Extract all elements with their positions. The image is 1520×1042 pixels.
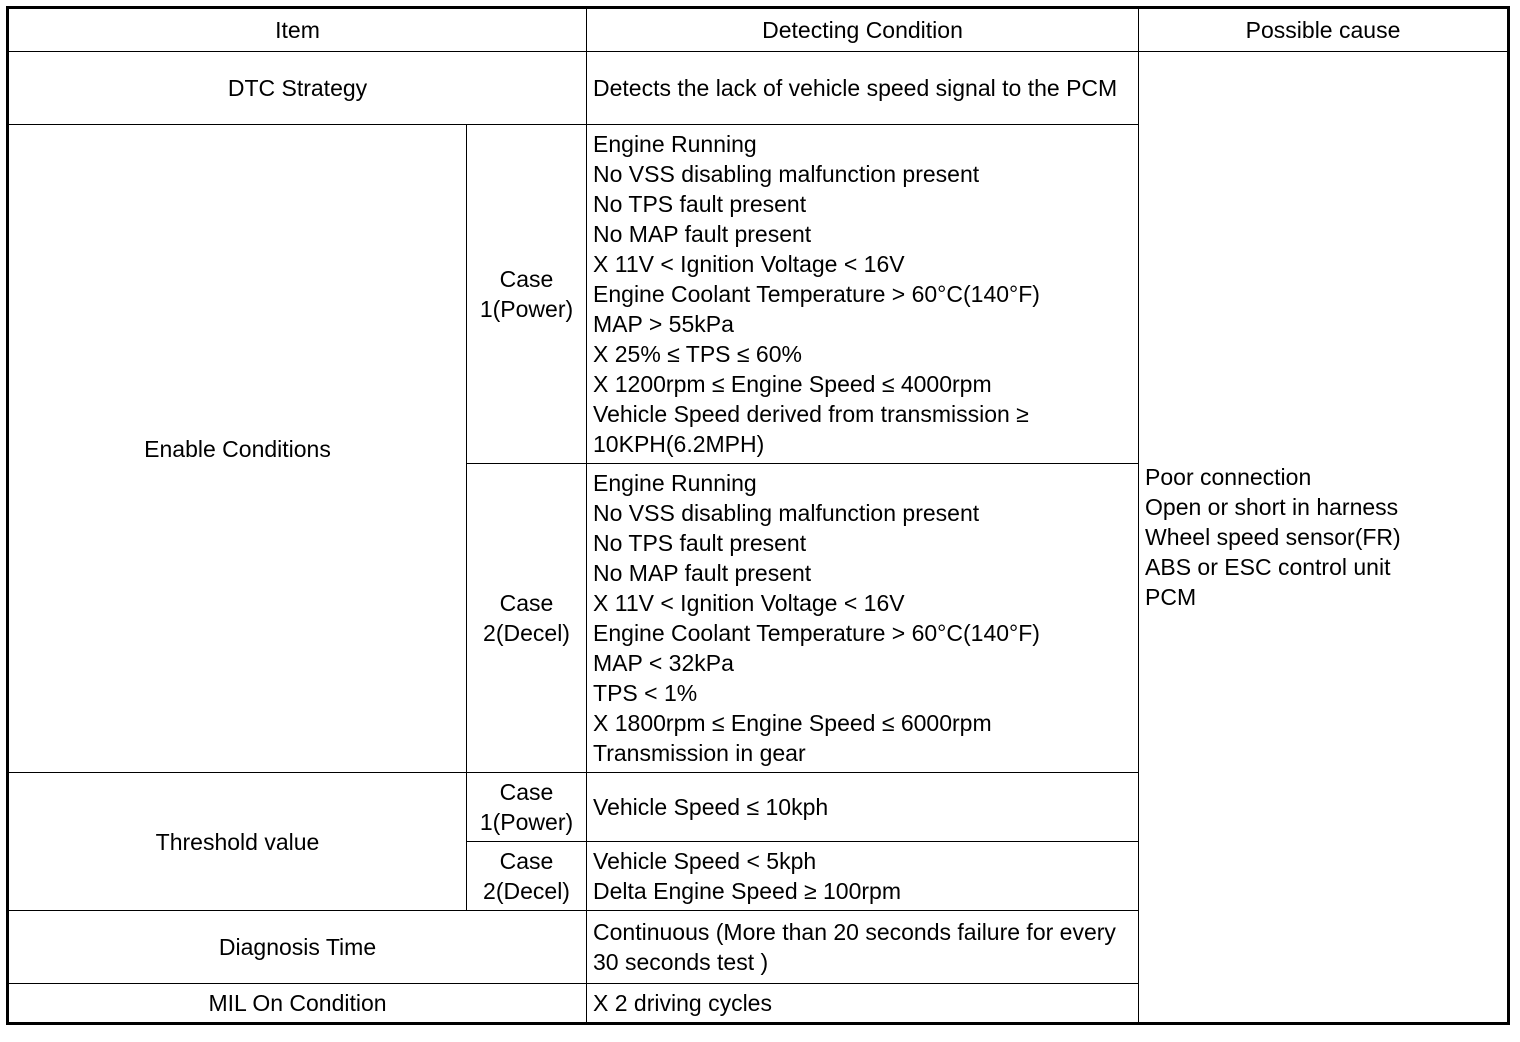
cause-item: Poor connection [1145, 464, 1312, 490]
condition-line: Vehicle Speed ≤ 10kph [593, 794, 829, 820]
condition-line: Vehicle Speed derived from transmission ≥ 10KPH(6.2MPH) [593, 401, 1036, 457]
condition-line: Engine Coolant Temperature > 60°C(140°F) [593, 281, 1040, 307]
condition-line: X 25% ≤ TPS ≤ 60% [593, 341, 802, 367]
cause-item: ABS or ESC control unit [1145, 554, 1391, 580]
header-detecting-condition: Detecting Condition [587, 8, 1139, 52]
threshold-label: Threshold value [8, 773, 467, 911]
condition-line: X 11V < Ignition Voltage < 16V [593, 251, 905, 277]
diagnosis-time-condition: Continuous (More than 20 seconds failure for every 30 seconds test ) [587, 911, 1139, 984]
condition-line: MAP < 32kPa [593, 650, 734, 676]
enable-case2-label: Case 2(Decel) [467, 464, 587, 773]
enable-conditions-label: Enable Conditions [8, 125, 467, 773]
header-row [8, 8, 1509, 52]
condition-line: No TPS fault present [593, 530, 807, 556]
threshold-case2-label: Case 2(Decel) [467, 842, 587, 911]
cause-item: PCM [1145, 584, 1197, 610]
dtc-strategy-label: DTC Strategy [8, 52, 587, 125]
condition-line: Engine Coolant Temperature > 60°C(140°F) [593, 620, 1040, 646]
enable-case1-label: Case 1(Power) [467, 125, 587, 464]
condition-line: No VSS disabling malfunction present [593, 161, 980, 187]
row-dtc-strategy [8, 52, 1509, 125]
header-possible-cause: Possible cause [1139, 8, 1509, 52]
condition-line: Delta Engine Speed ≥ 100rpm [593, 878, 901, 904]
condition-line: Transmission in gear [593, 740, 806, 766]
condition-line: Engine Running [593, 470, 757, 496]
condition-line: X 11V < Ignition Voltage < 16V [593, 590, 905, 616]
possible-cause-cell [1139, 52, 1509, 1024]
condition-line: X 1800rpm ≤ Engine Speed ≤ 6000rpm [593, 710, 992, 736]
threshold-case2-conditions [587, 842, 1139, 911]
threshold-case1-conditions [587, 773, 1139, 842]
dtc-spec-table [6, 6, 1510, 1025]
condition-line: No TPS fault present [593, 191, 807, 217]
enable-case2-conditions [587, 464, 1139, 773]
enable-case1-conditions [587, 125, 1139, 464]
cause-item: Open or short in harness [1145, 494, 1399, 520]
condition-line: X 1200rpm ≤ Engine Speed ≤ 4000rpm [593, 371, 992, 397]
condition-line: MAP > 55kPa [593, 311, 734, 337]
mil-on-condition: X 2 driving cycles [587, 984, 1139, 1024]
mil-on-label: MIL On Condition [8, 984, 587, 1024]
header-item: Item [8, 8, 587, 52]
condition-line: No MAP fault present [593, 221, 812, 247]
condition-line: TPS < 1% [593, 680, 698, 706]
diagnosis-time-label: Diagnosis Time [8, 911, 587, 984]
condition-line: Engine Running [593, 131, 757, 157]
condition-line: No VSS disabling malfunction present [593, 500, 980, 526]
threshold-case1-label: Case 1(Power) [467, 773, 587, 842]
dtc-strategy-condition: Detects the lack of vehicle speed signal to the PCM [587, 52, 1139, 125]
condition-line: No MAP fault present [593, 560, 812, 586]
condition-line: Vehicle Speed < 5kph [593, 848, 817, 874]
cause-item: Wheel speed sensor(FR) [1145, 524, 1401, 550]
